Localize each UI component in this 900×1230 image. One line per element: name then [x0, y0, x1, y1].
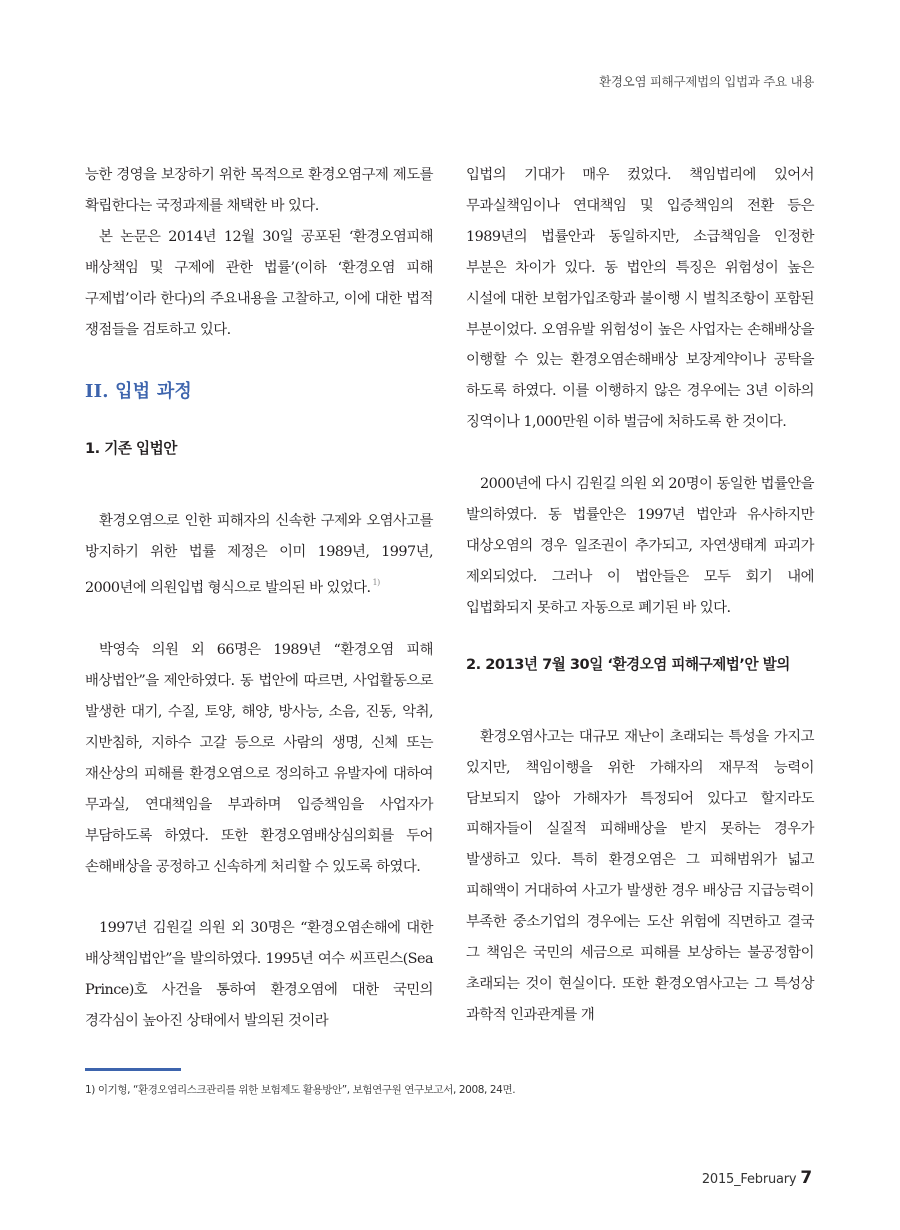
running-header: 환경오염 피해구제법의 입법과 주요 내용 [599, 74, 814, 89]
left-column [85, 160, 433, 1037]
sub-heading: 1. 기존 입법안 [85, 440, 177, 458]
sub-heading: 2. 2013년 7월 30일 ‘환경오염 피해구제법’안 발의 [466, 655, 790, 673]
paragraph-text: 환경오염으로 인한 피해자의 신속한 구제와 오염사고를 방지하기 위한 법률 제정은 이미 1989년, 1997년, 2000년에 의원입법 형식으로 발의된 바 있었다. [85, 513, 433, 597]
spacer [466, 691, 814, 722]
paragraph: 본 논문은 2014년 12월 30일 공포된 ‘환경오염피해 배상책임 및 구제에 관한 법률’(이하 ‘환경오염 피해 구제법’이라 한다)의 주요내용을 고찰하고, 이에 대한 법적 쟁점들을 검토하고 있다. [85, 228, 433, 338]
paragraph: 박영숙 의원 외 66명은 1989년 “환경오염 피해 배상법안”을 제안하였다. 동 법안에 따르면, 사업활동으로 발생한 대기, 수질, 토양, 해양, 방사능, 소음, 진동, 악취, 지반침하, 지하수 고갈 등으로 사람의 생명, 신체 또는 재산상의 피해를 환경오염으로 정의하고 유발자에 대하여 무과실, 연대책임을 부과하며 입증책임을 사업자가 부담하도록 하였다. 또한 환경오염배상심의회를 두어 손해배상을 공정하고 신속하게 처리할 수 있도록 하였다. [85, 642, 433, 875]
spacer [85, 475, 433, 506]
paragraph: 능한 경영을 보장하기 위한 목적으로 환경오염구제 제도를 확립한다는 국정과제를 채택한 바 있다. [85, 167, 433, 214]
footnote-marker: 1) [372, 578, 380, 588]
spacer [85, 882, 433, 913]
footnote-divider [85, 1068, 181, 1071]
paragraph: 환경오염사고는 대규모 재난이 초래되는 특성을 가지고 있지만, 책임이행을 위한 가해자의 재무적 능력이 담보되지 않아 가해자가 특정되어 있다고 할지라도 피해자들이 실질적 피해배상을 받지 못하는 경우가 발생하고 있다. 특히 환경오염은 그 피해범위가 넓고 피해액이 거대하여 사고가 발생한 경우 배상금 지급능력이 부족한 중소기업의 경우에는 도산 위험에 직면하고 결국 그 책임은 국민의 세금으로 피해를 보상하는 불공정함이 초래되는 것이 현실이다. 또한 환경오염사고는 그 특성상 과학적 인과관계를 개 [466, 728, 814, 1023]
paragraph: 1997년 김원길 의원 외 30명은 “환경오염손해에 대한 배상책임법안”을 발의하였다. 1995년 여수 씨프린스(Sea Prince)호 사건을 통하여 환경오염에 대한 국민의 경각심이 높아진 상태에서 발의된 것이라 [85, 920, 433, 1030]
page-footer [702, 1168, 812, 1188]
paragraph: 2000년에 다시 김원길 의원 외 20명이 동일한 법률안을 발의하였다. 동 법률안은 1997년 법안과 유사하지만 대상오염의 경우 일조권이 추가되고, 자연생태계 파괴가 제외되었다. 그러나 이 법안들은 모두 회기 내에 입법화되지 못하고 자동으로 폐기된 바 있다. [466, 476, 814, 616]
spacer [85, 604, 433, 635]
spacer [466, 438, 814, 469]
paragraph: 입법의 기대가 매우 컸었다. 책임법리에 있어서 무과실책임이나 연대책임 및 입증책임의 전환 등은 1989년의 법률안과 동일하지만, 소급책임을 인정한 부분은 차이가 있다. 동 법안의 특징은 위험성이 높은 시설에 대한 보험가입조항과 불이행 시 벌칙조항이 포함된 부분이었다. 오염유발 위험성이 높은 사업자는 손해배상을 이행할 수 있는 환경오염손해배상 보장계약이나 공탁을 하도록 하였다. 이를 이행하지 않은 경우에는 3년 이하의 징역이나 1,000만원 이하 벌금에 처하도록 한 것이다. [466, 167, 814, 431]
right-column [466, 160, 814, 1031]
section-heading: II. 입법 과정 [85, 381, 192, 403]
issue-label: 2015_February [701, 1172, 797, 1187]
page-number: 7 [800, 1168, 812, 1188]
paragraph [85, 506, 433, 604]
footnote: 1) 이기형, “환경오염리스크관리를 위한 보험제도 활용방안”, 보험연구원 연구보고서, 2008, 24면. [85, 1084, 516, 1096]
